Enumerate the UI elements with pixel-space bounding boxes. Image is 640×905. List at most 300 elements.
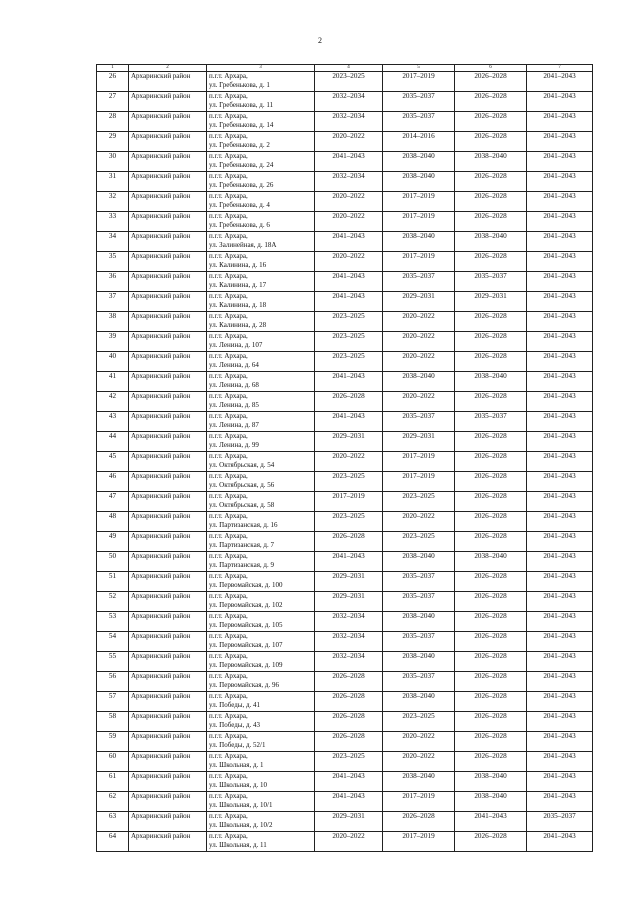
table-row xyxy=(97,172,593,192)
column-number: 7 xyxy=(527,65,593,72)
period-cell-col5: 2014–2016 xyxy=(383,132,455,152)
period-cell-col7: 2041–2043 xyxy=(527,312,593,332)
table-row xyxy=(97,812,593,832)
street-text: ул. Залинейная, д. 18А xyxy=(209,241,277,249)
period-cell-col5: 2029–2031 xyxy=(383,432,455,452)
street-text: ул. Октябрьская, д. 58 xyxy=(209,501,275,509)
period-cell-col4: 2026–2028 xyxy=(315,732,383,752)
address-cell xyxy=(207,712,315,732)
period-cell-col7: 2041–2043 xyxy=(527,352,593,372)
period-cell-col4: 2041–2043 xyxy=(315,152,383,172)
district-cell: Архаринский район xyxy=(129,112,207,132)
street-text: ул. Ленина, д. 85 xyxy=(209,401,259,409)
period-cell-col5: 2038–2040 xyxy=(383,652,455,672)
address-cell xyxy=(207,252,315,272)
settlement-text: п.г.т. Архара, xyxy=(209,752,248,760)
table-row xyxy=(97,552,593,572)
period-cell-col7: 2041–2043 xyxy=(527,332,593,352)
period-cell-col7: 2041–2043 xyxy=(527,652,593,672)
period-cell-col5: 2035–2037 xyxy=(383,412,455,432)
period-cell-col7: 2041–2043 xyxy=(527,672,593,692)
street-text: ул. Октябрьская, д. 54 xyxy=(209,461,275,469)
row-number-cell: 46 xyxy=(97,472,129,492)
period-cell-col7: 2041–2043 xyxy=(527,292,593,312)
street-text: ул. Победы, д. 41 xyxy=(209,701,261,709)
period-cell-col5: 2038–2040 xyxy=(383,612,455,632)
table-row xyxy=(97,252,593,272)
settlement-text: п.г.т. Архара, xyxy=(209,632,248,640)
settlement-text: п.г.т. Архара, xyxy=(209,772,248,780)
row-number-cell: 58 xyxy=(97,712,129,732)
table-row xyxy=(97,652,593,672)
period-cell-col7: 2041–2043 xyxy=(527,252,593,272)
period-cell-col4: 2032–2034 xyxy=(315,172,383,192)
district-cell: Архаринский район xyxy=(129,372,207,392)
table-row xyxy=(97,432,593,452)
district-cell: Архаринский район xyxy=(129,772,207,792)
period-cell-col5: 2035–2037 xyxy=(383,272,455,292)
column-number: 3 xyxy=(207,65,315,72)
period-cell-col4: 2023–2025 xyxy=(315,312,383,332)
period-cell-col7: 2041–2043 xyxy=(527,212,593,232)
row-number-cell: 49 xyxy=(97,532,129,552)
district-cell: Архаринский район xyxy=(129,832,207,852)
period-cell-col5: 2038–2040 xyxy=(383,772,455,792)
street-text: ул. Калинина, д. 17 xyxy=(209,281,267,289)
row-number-cell: 44 xyxy=(97,432,129,452)
period-cell-col7: 2041–2043 xyxy=(527,632,593,652)
period-cell-col6: 2026–2028 xyxy=(455,432,527,452)
period-cell-col4: 2020–2022 xyxy=(315,452,383,472)
row-number-cell: 61 xyxy=(97,772,129,792)
address-cell xyxy=(207,172,315,192)
table-row xyxy=(97,572,593,592)
district-cell: Архаринский район xyxy=(129,252,207,272)
period-cell-col6: 2026–2028 xyxy=(455,392,527,412)
settlement-text: п.г.т. Архара, xyxy=(209,692,248,700)
table-row xyxy=(97,672,593,692)
period-cell-col6: 2026–2028 xyxy=(455,112,527,132)
street-text: ул. Гребенькова, д. 14 xyxy=(209,121,274,129)
table-row xyxy=(97,272,593,292)
period-cell-col6: 2026–2028 xyxy=(455,132,527,152)
row-number-cell: 56 xyxy=(97,672,129,692)
period-cell-col4: 2023–2025 xyxy=(315,472,383,492)
period-cell-col6: 2035–2037 xyxy=(455,272,527,292)
period-cell-col5: 2020–2022 xyxy=(383,332,455,352)
table-row xyxy=(97,72,593,92)
period-cell-col4: 2017–2019 xyxy=(315,492,383,512)
period-cell-col4: 2023–2025 xyxy=(315,352,383,372)
settlement-text: п.г.т. Архара, xyxy=(209,492,248,500)
address-cell xyxy=(207,212,315,232)
period-cell-col4: 2023–2025 xyxy=(315,72,383,92)
street-text: ул. Первомайская, д. 107 xyxy=(209,641,283,649)
table-row xyxy=(97,712,593,732)
period-cell-col5: 2035–2037 xyxy=(383,592,455,612)
period-cell-col6: 2026–2028 xyxy=(455,632,527,652)
address-cell xyxy=(207,632,315,652)
district-cell: Архаринский район xyxy=(129,752,207,772)
district-cell: Архаринский район xyxy=(129,732,207,752)
column-number: 5 xyxy=(383,65,455,72)
period-cell-col4: 2032–2034 xyxy=(315,652,383,672)
settlement-text: п.г.т. Архара, xyxy=(209,412,248,420)
address-cell xyxy=(207,472,315,492)
table-row xyxy=(97,452,593,472)
table-row xyxy=(97,212,593,232)
street-text: ул. Ленина, д. 87 xyxy=(209,421,259,429)
column-number: 4 xyxy=(315,65,383,72)
period-cell-col5: 2023–2025 xyxy=(383,712,455,732)
row-number-cell: 40 xyxy=(97,352,129,372)
district-cell: Архаринский район xyxy=(129,392,207,412)
settlement-text: п.г.т. Архара, xyxy=(209,392,248,400)
address-cell xyxy=(207,272,315,292)
settlement-text: п.г.т. Архара, xyxy=(209,532,248,540)
settlement-text: п.г.т. Архара, xyxy=(209,552,248,560)
settlement-text: п.г.т. Архара, xyxy=(209,452,248,460)
street-text: ул. Ленина, д. 64 xyxy=(209,361,259,369)
street-text: ул. Первомайская, д. 96 xyxy=(209,681,279,689)
row-number-cell: 27 xyxy=(97,92,129,112)
settlement-text: п.г.т. Архара, xyxy=(209,812,248,820)
table-header xyxy=(97,65,593,72)
row-number-cell: 26 xyxy=(97,72,129,92)
period-cell-col5: 2035–2037 xyxy=(383,672,455,692)
district-cell: Архаринский район xyxy=(129,532,207,552)
district-cell: Архаринский район xyxy=(129,692,207,712)
table-row xyxy=(97,732,593,752)
address-cell xyxy=(207,772,315,792)
settlement-text: п.г.т. Архара, xyxy=(209,732,248,740)
address-cell xyxy=(207,112,315,132)
period-cell-col6: 2041–2043 xyxy=(455,812,527,832)
period-cell-col5: 2017–2019 xyxy=(383,832,455,852)
address-cell xyxy=(207,312,315,332)
district-cell: Архаринский район xyxy=(129,452,207,472)
row-number-cell: 39 xyxy=(97,332,129,352)
row-number-cell: 55 xyxy=(97,652,129,672)
period-cell-col4: 2020–2022 xyxy=(315,192,383,212)
table-row xyxy=(97,312,593,332)
period-cell-col6: 2038–2040 xyxy=(455,372,527,392)
district-cell: Архаринский район xyxy=(129,172,207,192)
period-cell-col5: 2038–2040 xyxy=(383,152,455,172)
period-cell-col7: 2041–2043 xyxy=(527,612,593,632)
period-cell-col4: 2026–2028 xyxy=(315,712,383,732)
table-row xyxy=(97,132,593,152)
period-cell-col5: 2035–2037 xyxy=(383,572,455,592)
address-cell xyxy=(207,732,315,752)
district-cell: Архаринский район xyxy=(129,492,207,512)
period-cell-col7: 2041–2043 xyxy=(527,72,593,92)
period-cell-col6: 2026–2028 xyxy=(455,652,527,672)
district-cell: Архаринский район xyxy=(129,712,207,732)
period-cell-col7: 2035–2037 xyxy=(527,812,593,832)
period-cell-col4: 2023–2025 xyxy=(315,752,383,772)
row-number-cell: 30 xyxy=(97,152,129,172)
table-row xyxy=(97,232,593,252)
street-text: ул. Гребенькова, д. 11 xyxy=(209,101,274,109)
table-row xyxy=(97,492,593,512)
street-text: ул. Гребенькова, д. 26 xyxy=(209,181,274,189)
address-cell xyxy=(207,492,315,512)
period-cell-col6: 2035–2037 xyxy=(455,412,527,432)
period-cell-col4: 2041–2043 xyxy=(315,272,383,292)
district-cell: Архаринский район xyxy=(129,592,207,612)
street-text: ул. Партизанская, д. 16 xyxy=(209,521,278,529)
row-number-cell: 53 xyxy=(97,612,129,632)
period-cell-col4: 2020–2022 xyxy=(315,132,383,152)
period-cell-col6: 2026–2028 xyxy=(455,592,527,612)
district-cell: Архаринский район xyxy=(129,352,207,372)
address-cell xyxy=(207,432,315,452)
period-cell-col5: 2017–2019 xyxy=(383,192,455,212)
row-number-cell: 47 xyxy=(97,492,129,512)
address-cell xyxy=(207,392,315,412)
settlement-text: п.г.т. Архара, xyxy=(209,72,248,80)
street-text: ул. Гребенькова, д. 6 xyxy=(209,221,270,229)
period-cell-col5: 2020–2022 xyxy=(383,312,455,332)
address-cell xyxy=(207,572,315,592)
period-cell-col5: 2038–2040 xyxy=(383,552,455,572)
settlement-text: п.г.т. Архара, xyxy=(209,372,248,380)
period-cell-col6: 2026–2028 xyxy=(455,612,527,632)
district-cell: Архаринский район xyxy=(129,552,207,572)
street-text: ул. Школьная, д. 1 xyxy=(209,761,264,769)
street-text: ул. Гребенькова, д. 24 xyxy=(209,161,274,169)
street-text: ул. Школьная, д. 11 xyxy=(209,841,267,849)
settlement-text: п.г.т. Архара, xyxy=(209,212,248,220)
period-cell-col5: 2038–2040 xyxy=(383,692,455,712)
address-cell xyxy=(207,652,315,672)
period-cell-col4: 2041–2043 xyxy=(315,292,383,312)
address-cell xyxy=(207,352,315,372)
period-cell-col7: 2041–2043 xyxy=(527,532,593,552)
period-cell-col4: 2029–2031 xyxy=(315,812,383,832)
period-cell-col7: 2041–2043 xyxy=(527,372,593,392)
period-cell-col7: 2041–2043 xyxy=(527,152,593,172)
period-cell-col7: 2041–2043 xyxy=(527,232,593,252)
period-cell-col7: 2041–2043 xyxy=(527,172,593,192)
settlement-text: п.г.т. Архара, xyxy=(209,592,248,600)
period-cell-col5: 2023–2025 xyxy=(383,532,455,552)
settlement-text: п.г.т. Архара, xyxy=(209,712,248,720)
address-cell xyxy=(207,752,315,772)
table-row xyxy=(97,592,593,612)
row-number-cell: 28 xyxy=(97,112,129,132)
period-cell-col6: 2026–2028 xyxy=(455,212,527,232)
column-number: 1 xyxy=(97,65,129,72)
period-cell-col6: 2038–2040 xyxy=(455,772,527,792)
settlement-text: п.г.т. Архара, xyxy=(209,172,248,180)
period-cell-col4: 2032–2034 xyxy=(315,612,383,632)
period-cell-col5: 2017–2019 xyxy=(383,452,455,472)
period-cell-col4: 2023–2025 xyxy=(315,332,383,352)
period-cell-col7: 2041–2043 xyxy=(527,92,593,112)
settlement-text: п.г.т. Архара, xyxy=(209,612,248,620)
period-cell-col5: 2023–2025 xyxy=(383,492,455,512)
table-body xyxy=(97,72,593,852)
period-cell-col5: 2020–2022 xyxy=(383,392,455,412)
period-cell-col7: 2041–2043 xyxy=(527,272,593,292)
settlement-text: п.г.т. Архара, xyxy=(209,512,248,520)
period-cell-col4: 2023–2025 xyxy=(315,512,383,532)
row-number-cell: 48 xyxy=(97,512,129,532)
street-text: ул. Первомайская, д. 102 xyxy=(209,601,283,609)
period-cell-col4: 2032–2034 xyxy=(315,112,383,132)
street-text: ул. Гребенькова, д. 1 xyxy=(209,81,270,89)
period-cell-col7: 2041–2043 xyxy=(527,132,593,152)
period-cell-col5: 2029–2031 xyxy=(383,292,455,312)
period-cell-col5: 2017–2019 xyxy=(383,252,455,272)
row-number-cell: 59 xyxy=(97,732,129,752)
period-cell-col5: 2038–2040 xyxy=(383,232,455,252)
district-cell: Архаринский район xyxy=(129,152,207,172)
address-cell xyxy=(207,592,315,612)
registry-table xyxy=(96,64,593,852)
period-cell-col5: 2017–2019 xyxy=(383,72,455,92)
period-cell-col7: 2041–2043 xyxy=(527,472,593,492)
period-cell-col6: 2038–2040 xyxy=(455,552,527,572)
period-cell-col7: 2041–2043 xyxy=(527,792,593,812)
period-cell-col7: 2041–2043 xyxy=(527,452,593,472)
row-number-cell: 37 xyxy=(97,292,129,312)
address-cell xyxy=(207,832,315,852)
settlement-text: п.г.т. Архара, xyxy=(209,192,248,200)
address-cell xyxy=(207,132,315,152)
period-cell-col6: 2026–2028 xyxy=(455,752,527,772)
district-cell: Архаринский район xyxy=(129,572,207,592)
period-cell-col6: 2026–2028 xyxy=(455,172,527,192)
district-cell: Архаринский район xyxy=(129,432,207,452)
settlement-text: п.г.т. Архара, xyxy=(209,792,248,800)
district-cell: Архаринский район xyxy=(129,652,207,672)
period-cell-col4: 2020–2022 xyxy=(315,212,383,232)
table-row xyxy=(97,772,593,792)
row-number-cell: 35 xyxy=(97,252,129,272)
row-number-cell: 54 xyxy=(97,632,129,652)
period-cell-col6: 2026–2028 xyxy=(455,472,527,492)
settlement-text: п.г.т. Архара, xyxy=(209,432,248,440)
table-row xyxy=(97,292,593,312)
column-number: 6 xyxy=(455,65,527,72)
period-cell-col7: 2041–2043 xyxy=(527,592,593,612)
period-cell-col4: 2032–2034 xyxy=(315,92,383,112)
district-cell: Архаринский район xyxy=(129,472,207,492)
period-cell-col4: 2026–2028 xyxy=(315,692,383,712)
period-cell-col6: 2026–2028 xyxy=(455,512,527,532)
period-cell-col4: 2029–2031 xyxy=(315,432,383,452)
settlement-text: п.г.т. Архара, xyxy=(209,112,248,120)
period-cell-col6: 2026–2028 xyxy=(455,332,527,352)
period-cell-col5: 2038–2040 xyxy=(383,172,455,192)
period-cell-col7: 2041–2043 xyxy=(527,572,593,592)
row-number-cell: 63 xyxy=(97,812,129,832)
district-cell: Архаринский район xyxy=(129,312,207,332)
settlement-text: п.г.т. Архара, xyxy=(209,232,248,240)
period-cell-col6: 2026–2028 xyxy=(455,312,527,332)
period-cell-col6: 2026–2028 xyxy=(455,192,527,212)
period-cell-col4: 2041–2043 xyxy=(315,232,383,252)
table-row xyxy=(97,392,593,412)
street-text: ул. Школьная, д. 10 xyxy=(209,781,268,789)
period-cell-col7: 2041–2043 xyxy=(527,432,593,452)
period-cell-col4: 2041–2043 xyxy=(315,552,383,572)
row-number-cell: 43 xyxy=(97,412,129,432)
table-row xyxy=(97,632,593,652)
address-cell xyxy=(207,792,315,812)
period-cell-col6: 2026–2028 xyxy=(455,492,527,512)
settlement-text: п.г.т. Архара, xyxy=(209,572,248,580)
settlement-text: п.г.т. Архара, xyxy=(209,292,248,300)
row-number-cell: 32 xyxy=(97,192,129,212)
period-cell-col4: 2026–2028 xyxy=(315,532,383,552)
district-cell: Архаринский район xyxy=(129,212,207,232)
period-cell-col6: 2038–2040 xyxy=(455,152,527,172)
period-cell-col7: 2041–2043 xyxy=(527,832,593,852)
settlement-text: п.г.т. Архара, xyxy=(209,472,248,480)
row-number-cell: 41 xyxy=(97,372,129,392)
district-cell: Архаринский район xyxy=(129,792,207,812)
address-cell xyxy=(207,72,315,92)
period-cell-col5: 2020–2022 xyxy=(383,512,455,532)
period-cell-col4: 2041–2043 xyxy=(315,412,383,432)
table-row xyxy=(97,92,593,112)
address-cell xyxy=(207,552,315,572)
address-cell xyxy=(207,372,315,392)
period-cell-col7: 2041–2043 xyxy=(527,712,593,732)
district-cell: Архаринский район xyxy=(129,672,207,692)
address-cell xyxy=(207,152,315,172)
settlement-text: п.г.т. Архара, xyxy=(209,652,248,660)
address-cell xyxy=(207,812,315,832)
table-row xyxy=(97,412,593,432)
street-text: ул. Калинина, д. 18 xyxy=(209,301,267,309)
table-row xyxy=(97,152,593,172)
period-cell-col6: 2026–2028 xyxy=(455,92,527,112)
settlement-text: п.г.т. Архара, xyxy=(209,332,248,340)
period-cell-col6: 2026–2028 xyxy=(455,532,527,552)
street-text: ул. Победы, д. 52/1 xyxy=(209,741,266,749)
period-cell-col4: 2041–2043 xyxy=(315,792,383,812)
street-text: ул. Гребенькова, д. 4 xyxy=(209,201,270,209)
table-row xyxy=(97,372,593,392)
period-cell-col6: 2026–2028 xyxy=(455,692,527,712)
row-number-cell: 60 xyxy=(97,752,129,772)
table-row xyxy=(97,472,593,492)
period-cell-col6: 2026–2028 xyxy=(455,252,527,272)
settlement-text: п.г.т. Архара, xyxy=(209,152,248,160)
district-cell: Архаринский район xyxy=(129,612,207,632)
district-cell: Архаринский район xyxy=(129,132,207,152)
district-cell: Архаринский район xyxy=(129,72,207,92)
street-text: ул. Калинина, д. 28 xyxy=(209,321,267,329)
street-text: ул. Партизанская, д. 9 xyxy=(209,561,274,569)
district-cell: Архаринский район xyxy=(129,332,207,352)
address-cell xyxy=(207,332,315,352)
table-row xyxy=(97,752,593,772)
street-text: ул. Ленина, д. 99 xyxy=(209,441,259,449)
settlement-text: п.г.т. Архара, xyxy=(209,272,248,280)
period-cell-col4: 2020–2022 xyxy=(315,832,383,852)
period-cell-col6: 2038–2040 xyxy=(455,792,527,812)
row-number-cell: 45 xyxy=(97,452,129,472)
period-cell-col7: 2041–2043 xyxy=(527,392,593,412)
address-cell xyxy=(207,412,315,432)
period-cell-col6: 2026–2028 xyxy=(455,732,527,752)
